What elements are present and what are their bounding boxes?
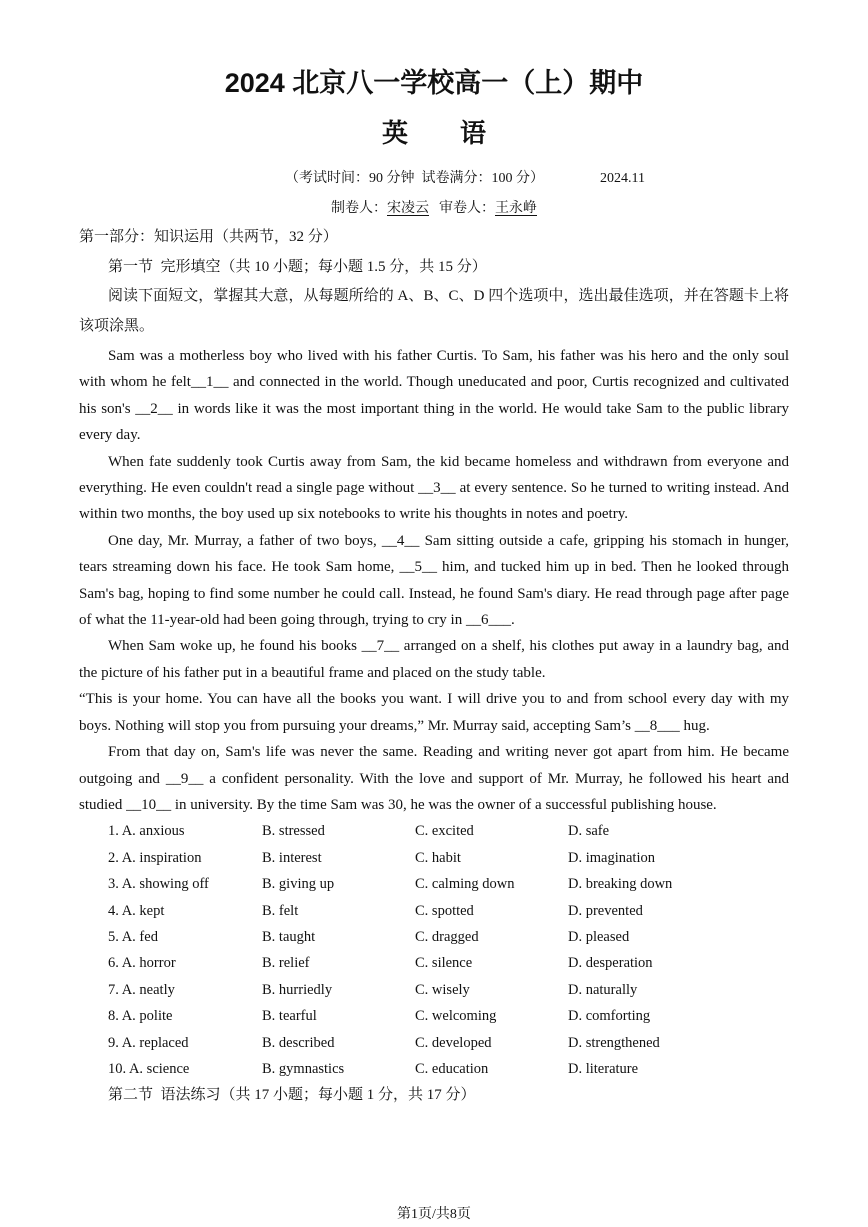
option-d xyxy=(568,845,789,871)
option-text: A. replaced xyxy=(121,1034,189,1051)
option-b xyxy=(262,898,415,924)
question-number: 1. xyxy=(108,823,119,840)
option-b xyxy=(262,845,415,871)
exam-date: 2024.11 xyxy=(600,171,645,186)
passage-paragraph: When Sam woke up, he found his books __7__ arranged on a shelf, his clothes put away in a laundry bag, and the picture of his father put in a beautiful frame and placed on the study table. xyxy=(79,638,789,681)
option-d xyxy=(568,924,789,950)
section2-heading: 第二节 语法练习（共 17 小题；每小题 1 分，共 17 分） xyxy=(108,1087,476,1104)
option-a xyxy=(108,924,262,950)
option-a xyxy=(108,1003,262,1029)
option-b xyxy=(262,818,415,844)
question-number: 9. xyxy=(108,1034,119,1051)
subject-title: 英 语 xyxy=(381,118,486,148)
reviewer-name: 王永峥 xyxy=(495,200,537,216)
option-b xyxy=(262,1030,415,1056)
exam-info-line xyxy=(0,164,868,194)
option-text: A. horror xyxy=(121,955,176,972)
options-list xyxy=(79,818,789,1082)
option-text: A. kept xyxy=(121,902,165,919)
option-text: C. calming down xyxy=(415,876,515,893)
option-text: C. excited xyxy=(415,823,474,840)
option-d xyxy=(568,898,789,924)
option-text: C. silence xyxy=(415,955,473,972)
question-row xyxy=(79,924,789,950)
option-b xyxy=(262,977,415,1003)
option-text: D. literature xyxy=(568,1060,639,1077)
passage-paragraph: Sam was a motherless boy who lived with his father Curtis. To Sam, his father was his hero and the only soul with whom he felt__1__ and connected in the world. Though uneducated and poor, Curtis recognized and cultivated his son's __2__ in words like it was the most important thing in the world. He would take Sam to the public library every day. xyxy=(79,348,789,444)
exam-content xyxy=(0,223,868,1109)
reviewer-label: 审卷人： xyxy=(439,200,495,216)
option-c xyxy=(415,1030,568,1056)
section1-instructions: 阅读下面短文，掌握其大意，从每题所给的 A、B、C、D 四个选项中，选出最佳选项，并在答题卡上将该项涂黑。 xyxy=(79,288,789,334)
option-text: C. developed xyxy=(415,1034,492,1051)
option-text: A. anxious xyxy=(121,823,185,840)
question-number: 4. xyxy=(108,902,119,919)
question-number: 3. xyxy=(108,876,119,893)
passage-paragraph: “This is your home. You can have all the books you want. I will drive you to and from school every day with my boys. Nothing will stop you from pursuing your dreams,” Mr. Murray said, accepting Sam’s __8___ hug. xyxy=(79,691,789,734)
question-number: 6. xyxy=(108,955,119,972)
option-text: D. safe xyxy=(568,823,610,840)
option-text: B. interest xyxy=(262,849,322,866)
question-row xyxy=(79,898,789,924)
option-c xyxy=(415,977,568,1003)
option-text: C. habit xyxy=(415,849,461,866)
passage-paragraph: One day, Mr. Murray, a father of two boys, __4__ Sam sitting outside a cafe, gripping his stomach in hunger, tears streaming down his face. He took Sam home, __5__ him, and tucked him up in bed. Then he looked through Sam's bag, hoping to find some number he could call. Instead, he found Sam's diary. He read through page after page of what the 11-year-old had been going through, trying to cry in __6___. xyxy=(79,532,789,629)
passage-paragraph: From that day on, Sam's life was never the same. Reading and writing never got apart from him. He became outgoing and __9__ a confident personality. With the love and support of Mr. Murray, he followed his heart and studied __10__ in university. By the time Sam was 30, he was the owner of a successful publishing house. xyxy=(79,744,789,813)
option-text: D. desperation xyxy=(568,955,653,972)
option-text: A. neatly xyxy=(121,981,175,998)
option-c xyxy=(415,898,568,924)
maker-label: 制卷人： xyxy=(331,200,387,216)
option-d xyxy=(568,1003,789,1029)
option-c xyxy=(415,818,568,844)
option-c xyxy=(415,845,568,871)
option-text: D. comforting xyxy=(568,1008,651,1025)
option-b xyxy=(262,871,415,897)
option-c xyxy=(415,1056,568,1082)
option-text: D. strengthened xyxy=(568,1034,660,1051)
option-text: B. stressed xyxy=(262,823,325,840)
option-text: A. inspiration xyxy=(121,849,202,866)
maker-name: 宋凌云 xyxy=(387,200,429,216)
option-text: B. gymnastics xyxy=(262,1060,345,1077)
option-b xyxy=(262,1003,415,1029)
passage-paragraph: When fate suddenly took Curtis away from Sam, the kid became homeless and withdrawn from everyone and everything. He even couldn't read a single page without __3__ at every sentence. So he turned to writing instead. And within two months, the boy used up six notebooks to write his thoughts in notes and poetry. xyxy=(79,453,789,523)
exam-title: 2024 北京八一学校高一（上）期中 xyxy=(224,68,644,98)
question-row xyxy=(79,1030,789,1056)
option-c xyxy=(415,924,568,950)
option-text: B. relief xyxy=(262,955,310,972)
option-text: A. science xyxy=(128,1060,190,1077)
option-text: C. welcoming xyxy=(415,1008,497,1025)
option-d xyxy=(568,1056,789,1082)
option-a xyxy=(108,818,262,844)
option-a xyxy=(108,977,262,1003)
question-number: 2. xyxy=(108,849,119,866)
option-text: A. fed xyxy=(121,928,158,945)
section1-heading: 第一节 完形填空（共 10 小题；每小题 1.5 分，共 15 分） xyxy=(108,258,487,275)
question-number: 10. xyxy=(108,1060,127,1077)
option-text: A. showing off xyxy=(121,876,209,893)
question-row xyxy=(79,845,789,871)
option-text: D. prevented xyxy=(568,902,643,919)
option-text: B. hurriedly xyxy=(262,981,333,998)
option-a xyxy=(108,1030,262,1056)
question-row xyxy=(79,950,789,976)
option-d xyxy=(568,977,789,1003)
page-number: 第1页/共8页 xyxy=(397,1207,471,1222)
option-text: C. spotted xyxy=(415,902,474,919)
cloze-passage xyxy=(79,343,789,818)
maker-line xyxy=(0,194,868,224)
option-text: B. described xyxy=(262,1034,335,1051)
option-b xyxy=(262,1056,415,1082)
option-d xyxy=(568,871,789,897)
question-number: 5. xyxy=(108,928,119,945)
exam-info: （考试时间：90 分钟 试卷满分：100 分） xyxy=(285,171,544,186)
option-c xyxy=(415,1003,568,1029)
option-c xyxy=(415,871,568,897)
option-text: D. pleased xyxy=(568,928,630,945)
option-d xyxy=(568,1030,789,1056)
question-row xyxy=(79,1056,789,1082)
option-text: B. taught xyxy=(262,928,316,945)
option-text: D. breaking down xyxy=(568,876,673,893)
option-d xyxy=(568,818,789,844)
option-text: C. education xyxy=(415,1060,489,1077)
option-a xyxy=(108,898,262,924)
option-a xyxy=(108,1056,262,1082)
part1-heading: 第一部分：知识运用（共两节，32 分） xyxy=(79,229,338,245)
option-d xyxy=(568,950,789,976)
question-number: 7. xyxy=(108,981,119,998)
option-text: C. wisely xyxy=(415,981,470,998)
option-a xyxy=(108,871,262,897)
question-number: 8. xyxy=(108,1008,119,1025)
question-row xyxy=(79,871,789,897)
question-row xyxy=(79,1003,789,1029)
question-row xyxy=(79,977,789,1003)
option-a xyxy=(108,950,262,976)
option-text: B. felt xyxy=(262,902,299,919)
question-row xyxy=(79,818,789,844)
option-b xyxy=(262,924,415,950)
option-text: D. imagination xyxy=(568,849,655,866)
option-text: D. naturally xyxy=(568,981,638,998)
option-text: B. giving up xyxy=(262,876,335,893)
option-c xyxy=(415,950,568,976)
option-text: B. tearful xyxy=(262,1008,317,1025)
option-b xyxy=(262,950,415,976)
option-text: A. polite xyxy=(121,1008,173,1025)
option-a xyxy=(108,845,262,871)
option-text: C. dragged xyxy=(415,928,479,945)
